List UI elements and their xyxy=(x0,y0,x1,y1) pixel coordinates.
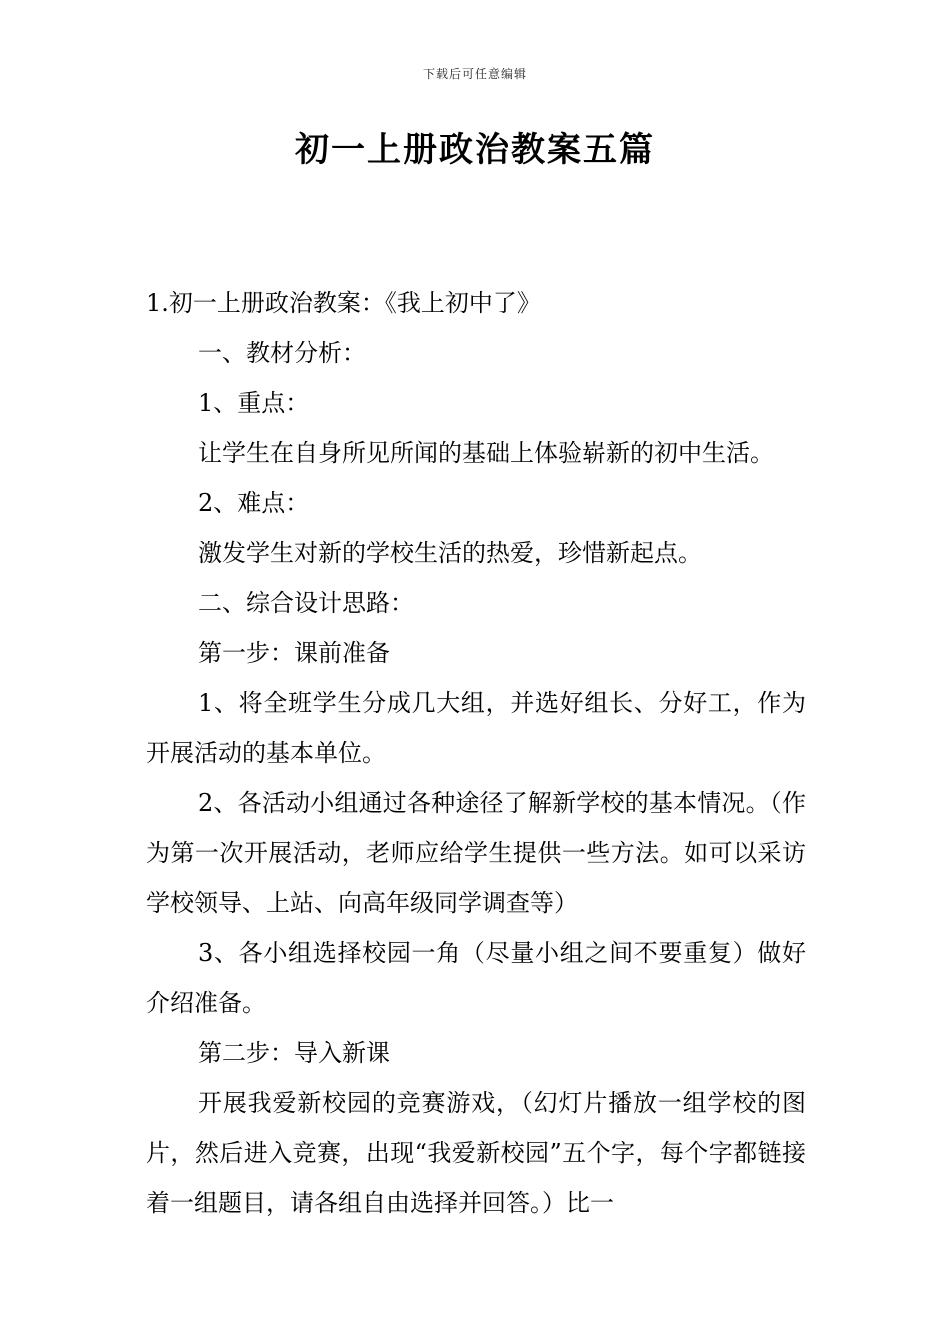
paragraph-2: 一、教材分析： xyxy=(198,339,366,367)
paragraph-6: 激发学生对新的学校生活的热爱，珍惜新起点。 xyxy=(198,539,702,567)
paragraph-7: 二、综合设计思路： xyxy=(198,589,414,617)
paragraph-11: 3、各小组选择校园一角（尽量小组之间不要重复）做好介绍准备。 xyxy=(146,939,806,1017)
paragraph-9: 1、将全班学生分成几大组，并选好组长、分好工，作为开展活动的基本单位。 xyxy=(146,689,806,767)
header-note: 下载后可任意编辑 xyxy=(422,67,527,81)
document-title: 初一上册政治教案五篇 xyxy=(295,130,655,170)
paragraph-5: 2、难点： xyxy=(198,489,310,517)
paragraph-1: 1.初一上册政治教案：《我上初中了》 xyxy=(146,289,541,317)
paragraph-10: 2、各活动小组通过各种途径了解新学校的基本情况。（作为第一次开展活动，老师应给学生提供一些方法。如可以采访学校领导、上站、向高年级同学调查等） xyxy=(146,789,806,917)
document-body xyxy=(146,278,806,1228)
paragraph-8: 第一步：课前准备 xyxy=(198,639,390,667)
paragraph-4: 让学生在自身所见所闻的基础上体验崭新的初中生活。 xyxy=(198,439,774,467)
paragraph-13: 开展我爱新校园的竞赛游戏，（幻灯片播放一组学校的图片，然后进入竞赛，出现“我爱新校园”五个字，每个字都链接着一组题目，请各组自由选择并回答。）比一 xyxy=(146,1089,806,1217)
paragraph-12: 第二步：导入新课 xyxy=(198,1039,390,1067)
paragraph-3: 1、重点： xyxy=(198,389,310,417)
